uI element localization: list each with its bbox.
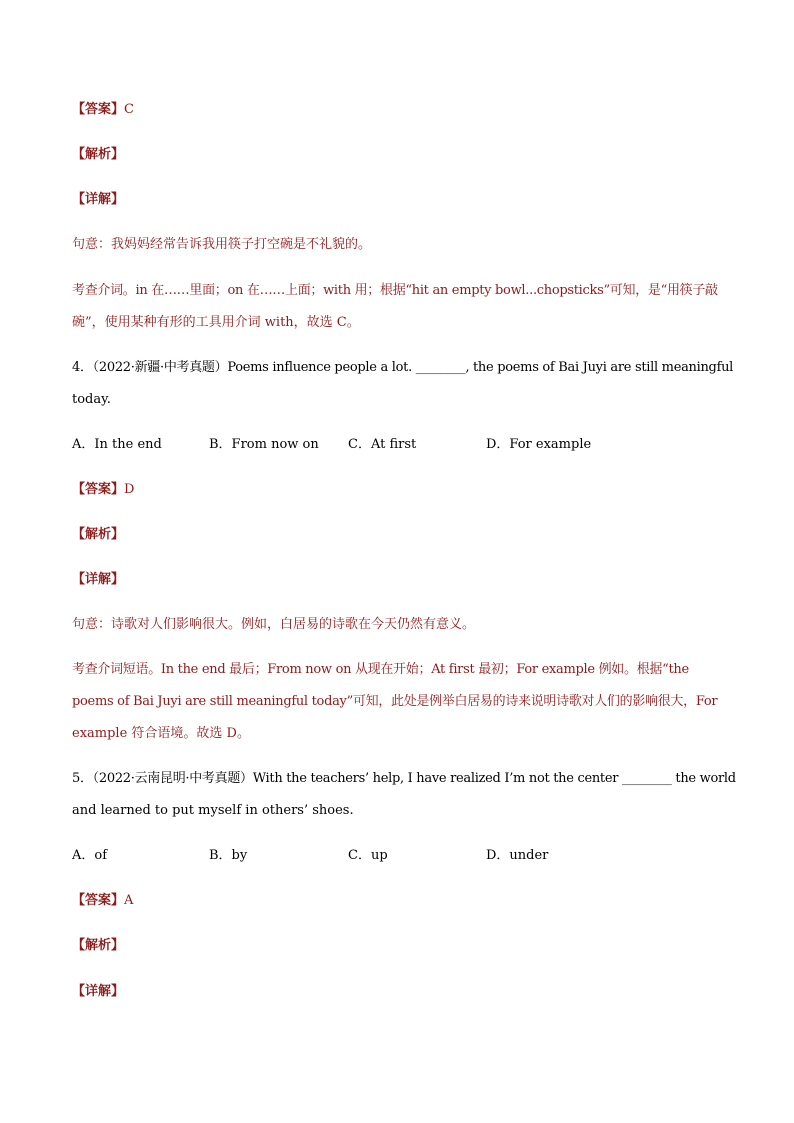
answer-label: 【答案】 bbox=[72, 482, 125, 497]
q5-option-c: C．up bbox=[348, 848, 388, 863]
q4-explanation-line1: 考查介词短语。In the end 最后；From now on 从现在开始；At first 最初；For example 例如。根据“the bbox=[72, 662, 689, 677]
q5-option-b: B．by bbox=[209, 848, 248, 863]
q4-explanation-line2: poems of Bai Juyi are still meaningful today”可知，此处是例举白居易的诗来说明诗歌对人们的影响很大，For bbox=[72, 694, 718, 709]
q5-stem-line1: 5．（2022·云南昆明·中考真题）With the teachers’ help, I have realized I’m not the center ________ the world bbox=[72, 771, 736, 786]
q5-answer-line bbox=[72, 893, 133, 909]
detail-label: 【详解】 bbox=[72, 572, 125, 587]
q4-option-a: A．In the end bbox=[72, 437, 162, 452]
q4-meaning: 句意：诗歌对人们影响很大。例如，白居易的诗歌在今天仍然有意义。 bbox=[72, 617, 476, 632]
analysis-label: 【解析】 bbox=[72, 527, 125, 542]
q5-option-d: D．under bbox=[486, 848, 549, 863]
answer-label: 【答案】 bbox=[72, 893, 125, 908]
q4-stem-line1: 4．（2022·新疆·中考真题）Poems influence people a lot. ________, the poems of Bai Juyi are still meaningful bbox=[72, 360, 734, 375]
answer-value: C bbox=[124, 102, 134, 117]
answer-value: A bbox=[124, 893, 134, 908]
q4-analysis-heading bbox=[72, 527, 124, 543]
q5-analysis-heading bbox=[72, 938, 124, 954]
q4-option-b: B．From now on bbox=[209, 437, 319, 452]
q5-detail-heading bbox=[72, 984, 124, 1000]
q4-option-c: C．At first bbox=[348, 437, 417, 452]
answer-label: 【答案】 bbox=[72, 102, 125, 117]
q3-explanation-line2: 碗”，使用某种有形的工具用介词 with，故选 C。 bbox=[72, 315, 360, 330]
detail-label: 【详解】 bbox=[72, 192, 125, 207]
q4-answer-line bbox=[72, 482, 134, 498]
analysis-label: 【解析】 bbox=[72, 147, 125, 162]
q3-analysis-heading bbox=[72, 147, 124, 163]
analysis-label: 【解析】 bbox=[72, 938, 125, 953]
q4-explanation-line3: example 符合语境。故选 D。 bbox=[72, 726, 250, 741]
q5-option-a: A．of bbox=[72, 848, 108, 863]
detail-label: 【详解】 bbox=[72, 984, 125, 999]
q3-explanation-line1: 考查介词。in 在……里面；on 在……上面；with 用；根据“hit an empty bowl...chopsticks”可知，是“用筷子敲 bbox=[72, 283, 718, 298]
q4-detail-heading bbox=[72, 572, 124, 588]
q3-detail-heading bbox=[72, 192, 124, 208]
q3-answer-line bbox=[72, 102, 134, 118]
q4-option-d: D．For example bbox=[486, 437, 592, 452]
q4-stem-line2: today. bbox=[72, 392, 111, 407]
q3-meaning: 句意：我妈妈经常告诉我用筷子打空碗是不礼貌的。 bbox=[72, 237, 372, 252]
answer-value: D bbox=[124, 482, 135, 497]
q5-stem-line2: and learned to put myself in others’ shoes. bbox=[72, 803, 354, 818]
